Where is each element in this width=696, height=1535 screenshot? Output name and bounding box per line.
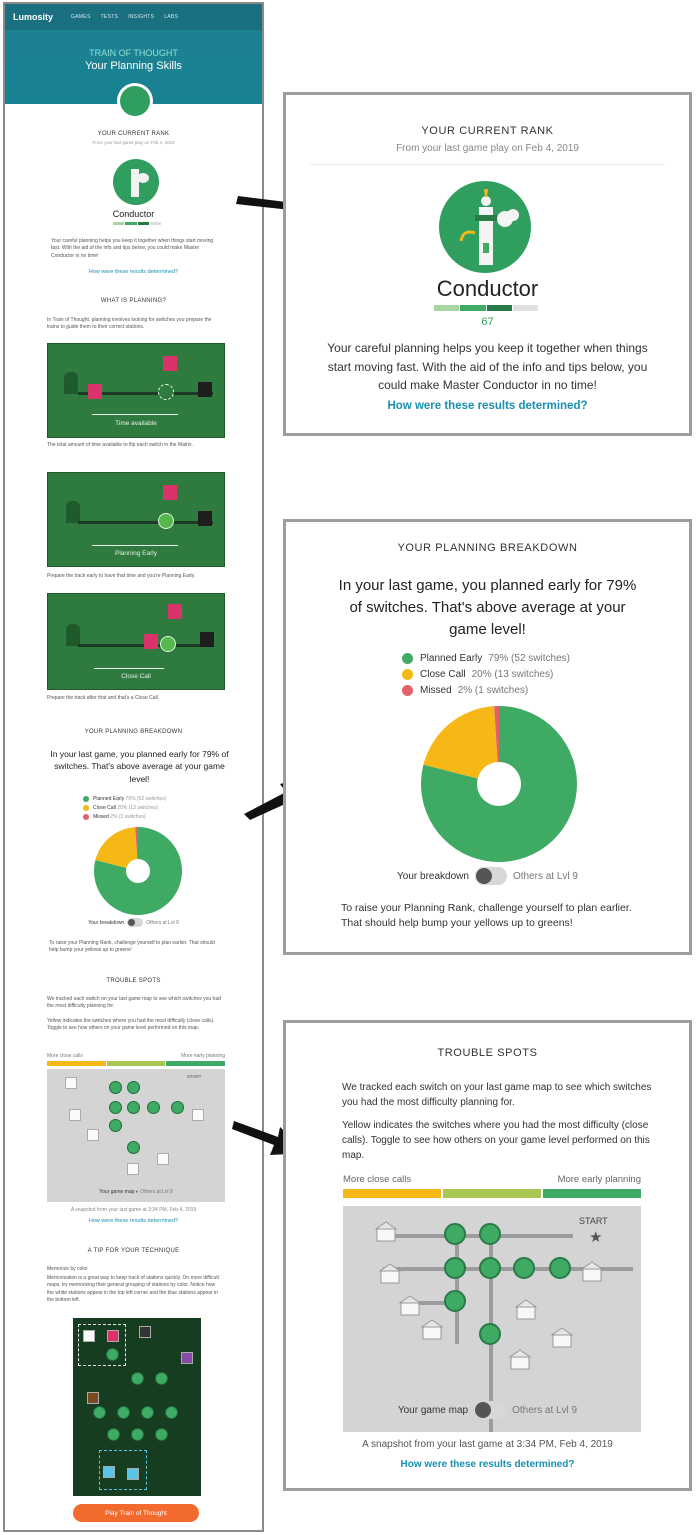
station-house-icon — [375, 1220, 397, 1242]
rank-card-heading: YOUR CURRENT RANK — [421, 125, 554, 137]
mobile-page-preview — [3, 2, 264, 1532]
rank-progress-bar — [113, 222, 161, 225]
green-dot-icon — [83, 796, 89, 802]
breakdown-footer: To raise your Planning Rank, challenge yourself to plan earlier. That should help bump your yellows up to greens! — [341, 902, 632, 930]
panel-caption-close-call: Close Call — [121, 673, 151, 680]
switch-node — [479, 1257, 501, 1279]
station-house-icon — [509, 1348, 531, 1370]
close-call-note: Prepare the track after that and that's a Close Call. — [47, 695, 160, 701]
map-toggle[interactable] — [286, 1401, 689, 1419]
station-house-icon — [421, 1318, 443, 1340]
caption-line — [92, 545, 178, 546]
toggle-label-your-map: Your game map — [397, 1404, 469, 1416]
pink-station-icon — [88, 384, 102, 399]
legend-item-planned-early: Planned Early 79% (52 switches) — [83, 794, 166, 803]
rank-card-subheading: From your last game play on Feb 4, 2019 — [396, 143, 579, 154]
mini-map-toggle[interactable]: Your game map ◐ Others at Lvl 9 — [99, 1189, 173, 1195]
black-station-icon — [200, 632, 214, 647]
switch-node — [479, 1223, 501, 1245]
conductor-badge-icon — [439, 181, 531, 273]
switch-icon — [158, 513, 174, 529]
mini-trouble-link[interactable]: How were these results determined? — [88, 1218, 179, 1224]
switch-node — [444, 1290, 466, 1312]
conductor-illustration — [439, 181, 531, 273]
nav-item-insights[interactable]: INSIGHTS — [128, 14, 155, 20]
rank-score: 67 — [481, 316, 494, 328]
green-dot-icon — [402, 653, 413, 664]
toggle-switch[interactable] — [474, 1401, 506, 1419]
what-is-planning-text: In Train of Thought, planning involves looking for switches you prepare the trains to guide them to their correct stations. — [47, 317, 212, 331]
rank-description: Your careful planning helps you keep it together when things start moving fast. With the aid of the info and tips below, you could make Master Conductor in no time! — [51, 238, 214, 259]
trouble-intro: We tracked each switch on your last game map to see which switches you had the most difficulty planning for. — [342, 1082, 652, 1108]
legend-item-missed: Missed 2% (1 switches) — [83, 812, 166, 821]
switch-icon — [160, 636, 176, 652]
switch-node — [479, 1323, 501, 1345]
nav-item-tests[interactable]: TESTS — [100, 14, 119, 20]
start-label: START — [579, 1216, 608, 1226]
hero-title: Your Planning Skills — [85, 60, 182, 72]
black-station-icon — [198, 511, 212, 526]
panel-caption-time-available: Time available — [115, 420, 157, 427]
trouble-spots-card — [283, 1020, 692, 1491]
breakdown-summary: In your last game, you planned early for 79% of switches. That's above average at your game level! — [50, 749, 229, 784]
scale-label-early-planning: More early planning — [557, 1174, 641, 1185]
tip-map-illustration — [73, 1318, 201, 1496]
scale-bar — [343, 1189, 641, 1198]
mini-breakdown-toggle[interactable]: Your breakdown Others at Lvl 9 — [88, 919, 179, 926]
rank-results-link[interactable]: How were these results determined? — [88, 269, 179, 275]
toggle-label-others: Others at Lvl 9 — [512, 1404, 578, 1416]
tip-body: Memorization is a great way to keep track of stations quickly. On more difficult maps, try memorizing their general grouping of stations by color. Notice how the white stations appear in the top left corner and the blue stations appear in the bottom left. — [47, 1275, 219, 1303]
station-house-icon — [515, 1298, 537, 1320]
rank-heading: YOUR CURRENT RANK — [97, 131, 170, 137]
rank-description: Your careful planning helps you keep it together when things start moving fast. With the aid of the info and tips below, you could make Master Conductor in no time! — [327, 341, 648, 393]
planning-breakdown-card — [283, 519, 692, 955]
rank-progress-bar — [434, 305, 538, 311]
caption-line — [94, 668, 164, 669]
tree-icon — [66, 501, 80, 523]
mini-trouble-map — [47, 1069, 225, 1202]
rank-name: Conductor — [436, 276, 539, 301]
play-train-of-thought-button[interactable]: Play Train of Thought — [73, 1504, 199, 1522]
breakdown-toggle[interactable] — [286, 867, 689, 885]
breakdown-legend — [402, 653, 570, 701]
tip-heading: A TIP FOR YOUR TECHNIQUE — [87, 1248, 180, 1254]
trouble-heading: TROUBLE SPOTS — [106, 978, 161, 984]
mini-start-label: START — [187, 1074, 202, 1079]
scale-label-close-calls: More close calls — [343, 1174, 412, 1185]
planning-early-illustration — [47, 472, 225, 567]
legend-item-planned-early: Planned Early 79% (52 switches) — [402, 653, 570, 664]
trouble-scale-bar — [47, 1061, 225, 1066]
pink-train-icon — [163, 356, 177, 371]
close-call-illustration — [47, 593, 225, 690]
trouble-scale-labels: More close calls More early planning — [47, 1053, 225, 1059]
divider — [310, 164, 665, 165]
conductor-badge-icon — [113, 159, 159, 205]
toggle-switch[interactable] — [127, 918, 143, 927]
red-dot-icon — [83, 814, 89, 820]
toggle-switch[interactable] — [475, 867, 507, 885]
breakdown-heading: YOUR PLANNING BREAKDOWN — [84, 729, 183, 735]
game-badge-icon — [117, 83, 153, 119]
yellow-dot-icon — [83, 805, 89, 811]
pink-station-icon — [168, 604, 182, 619]
tree-icon — [64, 372, 78, 394]
mini-snapshot: A snapshot from your last game at 3:34 PM, Feb 4, 2019 — [70, 1207, 197, 1213]
switch-icon — [158, 384, 174, 400]
snapshot-note: A snapshot from your last game at 3:34 PM, Feb 4, 2019 — [362, 1439, 613, 1450]
breakdown-legend — [83, 794, 166, 821]
tree-icon — [66, 624, 80, 646]
trouble-intro: We tracked each switch on your last game map to see which switches you had the most difficulty planning for. — [47, 996, 221, 1010]
tip-subheading: Memorize by color — [47, 1266, 88, 1272]
pink-train-icon — [163, 485, 177, 500]
station-house-icon — [581, 1260, 603, 1282]
time-available-illustration — [47, 343, 225, 438]
switch-node — [444, 1257, 466, 1279]
trouble-detail: Yellow indicates the switches where you had the most difficulty (close calls). Toggle to see how others on your game level performed on this map. — [342, 1120, 650, 1161]
legend-item-close-call: Close Call 20% (13 switches) — [402, 669, 570, 680]
breakdown-donut-chart — [420, 705, 578, 863]
current-rank-card — [283, 92, 692, 436]
rank-name: Conductor — [112, 209, 155, 219]
switch-node — [444, 1223, 466, 1245]
trouble-detail: Yellow indicates the switches where you had the most difficulty (close calls). Toggle to see how others on your game level performed on this map. — [47, 1018, 215, 1032]
red-dot-icon — [402, 685, 413, 696]
station-house-icon — [551, 1326, 573, 1348]
legend-item-missed: Missed 2% (1 switches) — [402, 685, 570, 696]
nav-item-games[interactable]: GAMES — [71, 14, 91, 20]
start-star-icon: ★ — [589, 1229, 603, 1246]
donut-hole — [477, 762, 521, 806]
trouble-scale — [343, 1174, 641, 1198]
station-house-icon — [379, 1262, 401, 1284]
time-available-note: The total amount of time available to flip each switch in the Matrix. — [47, 442, 193, 448]
toggle-label-others: Others at Lvl 9 — [512, 870, 578, 882]
black-station-icon — [198, 382, 212, 397]
hero-subtitle: TRAIN OF THOUGHT — [89, 48, 178, 58]
what-is-planning-heading: WHAT IS PLANNING? — [100, 298, 167, 304]
breakdown-summary: In your last game, you planned early for 79% of switches. That's above average at your game level! — [338, 577, 637, 638]
trouble-spots-map — [343, 1206, 641, 1432]
nav-item-labs[interactable]: LABS — [164, 14, 179, 20]
rank-subheading: From your last game play on Feb 4, 2019 — [92, 140, 175, 145]
trouble-results-link[interactable]: How were these results determined? — [400, 1459, 575, 1470]
legend-item-close-call: Close Call 20% (13 switches) — [83, 803, 166, 812]
track-rail — [78, 521, 213, 524]
top-nav-bar — [5, 4, 262, 30]
donut-hole — [126, 859, 150, 883]
yellow-dot-icon — [402, 669, 413, 680]
trouble-heading: TROUBLE SPOTS — [437, 1047, 538, 1059]
panel-caption-planning-early: Planning Early — [115, 550, 157, 557]
planning-early-note: Prepare the track early to have that time and you're Planning Early. — [47, 573, 196, 579]
breakdown-footer: To raise your Planning Rank, challenge yourself to plan earlier. That should help bump your yellows up to greens! — [49, 940, 215, 954]
breakdown-heading: YOUR PLANNING BREAKDOWN — [397, 542, 578, 554]
pink-train-icon — [144, 634, 158, 649]
lumosity-logo[interactable]: Lumosity — [13, 12, 54, 22]
rank-results-link[interactable]: How were these results determined? — [387, 400, 588, 412]
switch-node — [513, 1257, 535, 1279]
caption-line — [92, 414, 178, 415]
station-house-icon — [399, 1294, 421, 1316]
mini-breakdown-donut — [93, 826, 183, 916]
switch-node — [549, 1257, 571, 1279]
toggle-label-your-breakdown: Your breakdown — [397, 870, 469, 882]
